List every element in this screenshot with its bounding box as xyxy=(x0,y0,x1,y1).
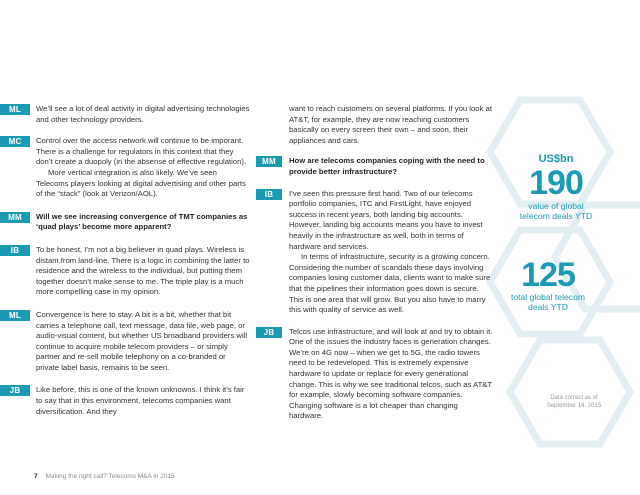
block-text xyxy=(36,310,250,374)
block-text xyxy=(36,212,250,233)
left-column xyxy=(0,104,250,417)
answer-paragraph: To be honest, I’m not a big believer in quad plays. Wireless is distant from land-line. There is a logic in combining the latter to residence and the wireless to the individual, but putting them together doesn’t make sense to me. The triple play is a much more compelling case in my opinion. xyxy=(36,244,250,297)
block-text xyxy=(36,104,250,125)
block-text xyxy=(36,385,250,417)
qa-block xyxy=(256,327,494,422)
answer-paragraph: Like before, this is one of the known unknowns. I think it’s fair to say that in this environment, telecoms companies want diversification. And they xyxy=(36,385,245,416)
qa-block xyxy=(256,189,494,316)
stat-unit: US$bn xyxy=(538,153,574,165)
answer-paragraph: Convergence is here to stay. A bit is a bit, whether that bit carries a telephone call, text message, data file, web page, or audio-visual content, but whether US broadband providers will continue to acquire mobile telecom providers – or simply partner and re-sell mobile telephony on a co-branded or private label basis, remains to be seen. xyxy=(36,309,248,372)
qa-block xyxy=(0,136,250,200)
qa-block xyxy=(256,156,494,177)
answer-paragraph: In terms of infrastructure, security is a growing concern. Considering the number of scandals these days involving companies losing customer data, clients want to make sure that the pipelines their information goes down is secure. This is one area that will grow. But you also have to marry this with quality of service as well. xyxy=(289,252,491,315)
speaker-tag: MM xyxy=(0,212,30,223)
stat-desc-deal-count: total global telecom deals YTD xyxy=(510,292,586,312)
speaker-tag: JB xyxy=(0,385,30,396)
answer-paragraph: I’ve seen this pressure first hand. Two of our telecoms portfolio companies, ITC and FirstLight, have enjoyed success in recent years, both landing big accounts. However, landing big accounts means you have to invest heavily in the infrastructure as well, both in terms of hardware and services. xyxy=(289,188,483,251)
block-text xyxy=(36,136,250,200)
qa-block xyxy=(0,385,250,417)
speaker-tag: MC xyxy=(0,136,30,147)
page-number: 7 xyxy=(34,473,38,480)
speaker-tag: JB xyxy=(256,327,282,338)
block-text xyxy=(289,104,494,146)
answer-paragraph: We’ll see a lot of deal activity in digital advertising technologies and other technology providers. xyxy=(36,104,250,124)
interview-question: Will we see increasing convergence of TMT companies as ‘quad plays’ become more apparent? xyxy=(36,211,248,232)
qa-block xyxy=(0,212,250,233)
speaker-tag: ML xyxy=(0,104,30,115)
qa-block xyxy=(0,104,250,125)
stat-desc-deal-value: value of global telecom deals YTD xyxy=(519,201,593,221)
block-text xyxy=(289,327,494,422)
data-date-note: Data correct as of September 14, 2015 xyxy=(546,395,602,409)
speaker-tag: IB xyxy=(0,245,30,256)
qa-block xyxy=(256,104,494,146)
stat-value-deal-value: 190 xyxy=(529,164,583,202)
qa-block xyxy=(0,310,250,374)
footer xyxy=(34,473,175,480)
stat-value-deal-count: 125 xyxy=(521,256,575,294)
block-text xyxy=(289,189,494,316)
answer-paragraph: More vertical integration is also likely. We’ve seen Telecoms players looking at digital advertising and other parts of the “stack” (look at Verizon/AOL). xyxy=(36,167,246,199)
speaker-tag: ML xyxy=(0,310,30,321)
block-text xyxy=(36,245,250,298)
interview-question: How are telecoms companies coping with the need to provide better infrastructure? xyxy=(289,156,485,176)
block-text xyxy=(289,156,494,177)
answer-paragraph: Control over the access network will continue to be imporant. There is a challenge for regulators in this context that they don’t create a duopoly (in the absense of effective regulation). xyxy=(36,136,247,167)
qa-block xyxy=(0,245,250,298)
answer-paragraph: Telcos use infrastructure, and will look at and try to obtain it. One of the issues the industry faces is generation changes. We’re on 4G now – when we get to 5G, the radio towers need to be redeveloped. This is extremely expensive hardware to update or replace for every generational change. This is why we see traditional telcos, such as AT&T for example, slowly becoming software companies. Changing software is a lot cheaper than changing hardware. xyxy=(289,326,493,421)
speaker-tag: MM xyxy=(256,156,282,167)
speaker-tag: IB xyxy=(256,189,282,200)
footer-title: Making the right call? Telecoms M&A in 2015 xyxy=(45,473,175,480)
answer-paragraph: want to reach customers on several platforms. If you look at AT&T, for example, they are now reaching customers basically on every screen their own – and soon, their appliances and cars. xyxy=(289,104,492,145)
middle-column xyxy=(256,104,494,422)
